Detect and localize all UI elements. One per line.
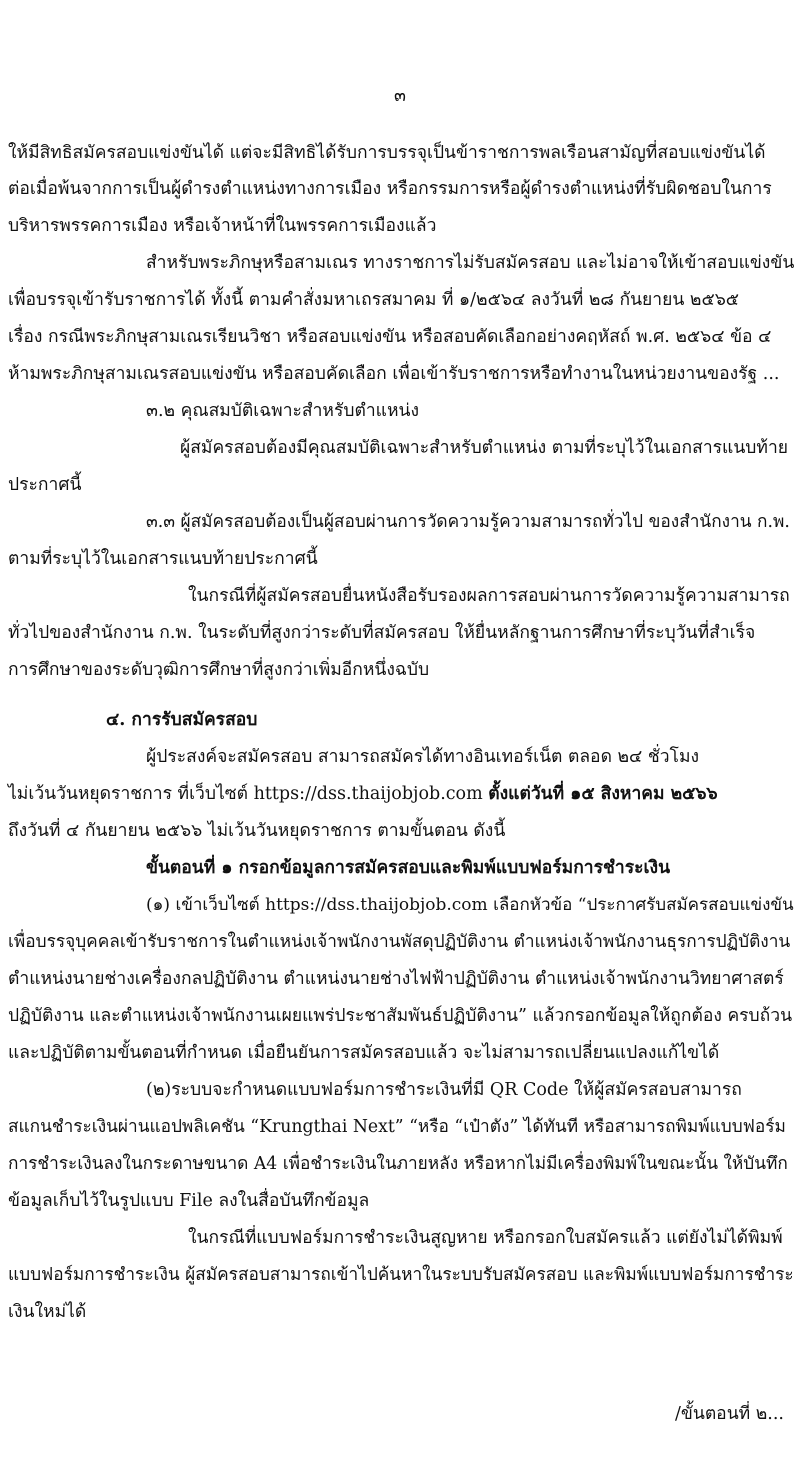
body-line: ห้ามพระภิกษุสามเณรสอบแข่งขัน หรือสอบคัดเลือก เพื่อเข้ารับราชการหรือทำงานในหน่วยงานของรัฐ ... [8, 364, 780, 384]
body-line [8, 786, 718, 804]
body-line: ตามที่ระบุไว้ในเอกสารแนบท้ายประกาศนี้ [8, 549, 318, 569]
body-line: ข้อมูลเก็บไว้ในรูปแบบ File ลงในสื่อบันทึกข้อมูล [8, 1191, 370, 1211]
body-line: เพื่อบรรจุบุคคลเข้ารับราชการในตำแหน่งเจ้าพนักงานพัสดุปฏิบัติงาน ตำแหน่งเจ้าพนักงานธุรการปฏิบัติงาน [8, 932, 791, 952]
body-line: ต่อเมื่อพ้นจากการเป็นผู้ดำรงตำแหน่งทางการเมือง หรือกรรมการหรือผู้ดำรงตำแหน่งที่รับผิดชอบในการ [8, 179, 772, 199]
body-line: ประกาศนี้ [8, 475, 82, 495]
page-number: ๓ [394, 86, 406, 106]
body-line: ในกรณีที่แบบฟอร์มการชำระเงินสูญหาย หรือกรอกใบสมัครแล้ว แต่ยังไม่ได้พิมพ์ [188, 1228, 783, 1248]
body-line: แบบฟอร์มการชำระเงิน ผู้สมัครสอบสามารถเข้าไปค้นหาในระบบรับสมัครสอบ และพิมพ์แบบฟอร์มการชำระ [8, 1265, 794, 1285]
body-line: ทั่วไปของสำนักงาน ก.พ. ในระดับที่สูงกว่าระดับที่สมัครสอบ ให้ยื่นหลักฐานการศึกษาที่ระบุวันที่สำเร็จ [8, 623, 756, 643]
body-line: ตำแหน่งนายช่างเครื่องกลปฏิบัติงาน ตำแหน่งนายช่างไฟฟ้าปฏิบัติงาน ตำแหน่งเจ้าพนักงานวิทยาศาสตร์ [8, 969, 784, 989]
body-line: เพื่อบรรจุเข้ารับราชการได้ ทั้งนี้ ตามคำสั่งมหาเถรสมาคม ที่ ๑/๒๕๖๔ ลงวันที่ ๒๘ กันยายน ๒๕๖๕ [8, 290, 740, 310]
body-line: การศึกษาของระดับวุฒิการศึกษาที่สูงกว่าเพิ่มอีกหนึ่งฉบับ [8, 660, 430, 680]
body-line: ในกรณีที่ผู้สมัครสอบยื่นหนังสือรับรองผลการสอบผ่านการวัดความรู้ความสามารถ [188, 586, 790, 606]
body-line: ผู้สมัครสอบต้องมีคุณสมบัติเฉพาะสำหรับตำแหน่ง ตามที่ระบุไว้ในเอกสารแนบท้าย [180, 438, 789, 458]
body-line: ถึงวันที่ ๔ กันยายน ๒๕๖๖ ไม่เว้นวันหยุดราชการ ตามขั้นตอน ดังนี้ [8, 821, 506, 841]
body-line: สแกนชำระเงินผ่านแอปพลิเคชัน “Krungthai Next” “หรือ “เป๋าตัง” ได้ทันที หรือสามารถพิมพ์แบบฟอร์ม [8, 1117, 786, 1137]
section-heading: ๔. การรับสมัครสอบ [106, 710, 258, 730]
body-line: และปฏิบัติตามขั้นตอนที่กำหนด เมื่อยืนยันการสมัครสอบแล้ว จะไม่สามารถเปลี่ยนแปลงแก้ไขได้ [8, 1043, 720, 1063]
step-heading: ขั้นตอนที่ ๑ กรอกข้อมูลการสมัครสอบและพิมพ์แบบฟอร์มการชำระเงิน [146, 858, 671, 878]
body-line: ผู้ประสงค์จะสมัครสอบ สามารถสมัครได้ทางอินเทอร์เน็ต ตลอด ๒๔ ชั่วโมง [146, 747, 700, 767]
body-line: ปฏิบัติงาน และตำแหน่งเจ้าพนักงานเผยแพร่ประชาสัมพันธ์ปฏิบัติงาน” แล้วกรอกข้อมูลให้ถูกต้อง ครบถ้วน [8, 1006, 793, 1026]
body-line: ให้มีสิทธิสมัครสอบแข่งขันได้ แต่จะมีสิทธิได้รับการบรรจุเป็นข้าราชการพลเรือนสามัญที่สอบแข่งขันได้ [8, 143, 766, 163]
body-line: สำหรับพระภิกษุหรือสามเณร ทางราชการไม่รับสมัครสอบ และไม่อาจให้เข้าสอบแข่งขัน [146, 253, 795, 273]
body-line: (๒)ระบบจะกำหนดแบบฟอร์มการชำระเงินที่มี QR Code ให้ผู้สมัครสอบสามารถ [146, 1080, 742, 1100]
page-continuation: /ขั้นตอนที่ ๒... [675, 1404, 784, 1424]
body-text: ไม่เว้นวันหยุดราชการ ที่เว็บไซต์ https://dss.thaijobjob.com [8, 784, 483, 804]
body-line: ๓.๓ ผู้สมัครสอบต้องเป็นผู้สอบผ่านการวัดความรู้ความสามารถทั่วไป ของสำนักงาน ก.พ. [146, 512, 790, 532]
body-line: บริหารพรรคการเมือง หรือเจ้าหน้าที่ในพรรคการเมืองแล้ว [8, 216, 437, 236]
body-line: เงินใหม่ได้ [8, 1302, 87, 1322]
body-line: (๑) เข้าเว็บไซต์ https://dss.thaijobjob.com เลือกหัวข้อ “ประกาศรับสมัครสอบแข่งขัน [146, 895, 794, 915]
body-line: เรื่อง กรณีพระภิกษุสามเณรเรียนวิชา หรือสอบแข่งขัน หรือสอบคัดเลือกอย่างคฤหัสถ์ พ.ศ. ๒๕๖๔ ข้อ ๔ [8, 327, 772, 347]
body-line: การชำระเงินลงในกระดาษขนาด A4 เพื่อชำระเงินในภายหลัง หรือหากไม่มีเครื่องพิมพ์ในขณะนั้น ให้บันทึก [8, 1154, 788, 1174]
date-highlight: ตั้งแต่วันที่ ๑๕ สิงหาคม ๒๕๖๖ [488, 784, 718, 804]
section-heading: ๓.๒ คุณสมบัติเฉพาะสำหรับตำแหน่ง [146, 401, 419, 421]
